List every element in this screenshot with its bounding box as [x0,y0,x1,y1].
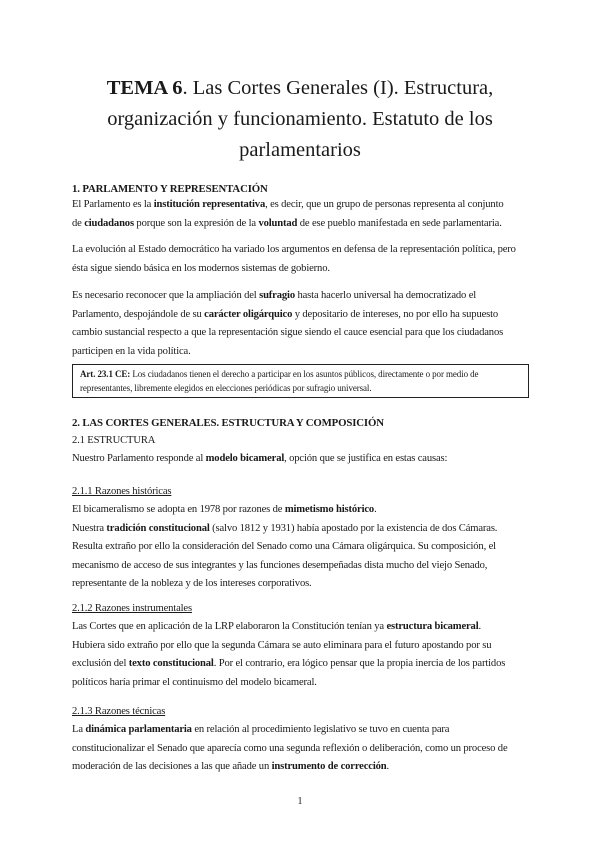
text-line [72,674,542,693]
text-segment: Resulta extraño por ello la consideración del Senado como una Cámara oligárquica. Su composición, el [72,541,496,553]
s2-1-3-body [72,721,542,777]
bold-text: mimetismo histórico [284,504,375,515]
text-segment: de [72,217,85,229]
text-segment: , opción que se justifica en estas causas: [284,453,448,464]
s2-1-2-heading [72,600,542,619]
text-segment: Las Cortes que en aplicación de la LRP elaboraron la Constitución tenían ya [72,621,387,632]
s2-1-3-heading [72,703,542,722]
s1-p1 [72,196,542,233]
text-segment: mecanismo de acceso de sus integrantes y las funciones desempeñadas dista mucho del viejo Senado, [72,559,488,571]
text-line [72,324,542,343]
s2-1-intro [72,450,542,469]
text-segment: La [72,724,86,735]
text-line [72,414,542,433]
text-line [40,104,560,135]
bold-text: TEMA 6 [106,77,183,99]
text-segment: hasta hacerlo universal ha democratizado el [294,290,477,301]
text-segment: porque son la expresión de la [133,217,259,229]
text-segment: 1. PARLAMENTO Y REPRESENTACIÓN [72,183,268,195]
text-line [72,260,542,279]
text-line [72,520,542,539]
text-line [72,740,542,759]
text-segment: (salvo 1812 y 1931) había apostado por la existencia de dos Cámaras. [209,522,498,534]
bold-text: voluntad [258,217,298,229]
text-line [40,73,560,104]
text-line [72,575,542,594]
s1-p2 [72,241,542,278]
text-segment: Nuestro Parlamento responde al [72,453,206,464]
text-line [72,432,542,451]
text-segment: . [374,504,377,515]
text-segment: 2.1 ESTRUCTURA [72,435,156,446]
text-segment: y depositario de intereses, no por ello ha supuesto [292,308,499,320]
text-segment: 2.1.1 Razones históricas [72,486,172,497]
text-segment: constitucionalizar el Senado que aparecía como una segunda reflexión o deliberación, como un proceso de [72,742,508,754]
bold-text: texto constitucional [128,658,214,670]
text-segment: 2. LAS CORTES GENERALES. ESTRUCTURA Y COMPOSICIÓN [72,417,384,429]
text-segment: . [386,761,390,773]
text-line [72,618,542,637]
text-segment: en relación al procedimiento legislativo se tuvo en cuenta para [191,724,450,735]
article-quote-box [72,364,529,398]
text-segment: Es necesario reconocer que la ampliación del [72,290,260,301]
s2-1-heading [72,432,542,451]
document-title [40,73,560,166]
text-line [80,381,522,395]
text-segment: . [478,621,481,632]
text-segment: Los ciudadanos tienen el derecho a participar en los asuntos públicos, directamente o por medio de [130,369,479,379]
text-line [72,215,542,234]
bold-text: sufragio [259,290,295,301]
text-segment: ésta sigue siendo básica en los modernos sistemas de gobierno. [72,262,330,274]
bold-text: dinámica parlamentaria [85,724,192,735]
text-segment: cambio sustancial respecto a que la representación sigue siendo el cauce esencial para que los ciudadanos [72,327,504,339]
text-line [40,135,560,166]
text-line [72,306,542,325]
bold-text: tradición constitucional [106,522,210,534]
text-segment: Nuestra [72,522,107,534]
text-line [72,196,542,215]
text-line [72,637,542,656]
s2-1-1-body [72,501,542,594]
text-line [72,538,542,557]
text-line [72,600,542,619]
text-line [72,758,542,777]
text-segment: Hubiera sido extraño por ello que la segunda Cámara se auto eliminara para el futuro apostando por su [72,639,492,651]
text-segment: Parlamento, despojándole de su [72,308,205,320]
text-segment: El Parlamento es la [72,199,154,210]
s1-p3 [72,287,542,361]
text-segment: El bicameralismo se adopta en 1978 por razones de [72,504,285,515]
bold-text: carácter oligárquico [204,308,293,320]
text-segment: . Las Cortes Generales (I). Estructura, [182,77,494,99]
text-segment: 2.1.3 Razones técnicas [72,706,166,717]
text-segment: representante de la nobleza y de los intereses corporativos. [72,578,312,590]
text-segment: políticos haría primar el continuismo del modelo bicameral. [72,676,317,688]
text-line [72,501,542,520]
text-line [72,483,542,502]
text-segment: parlamentarios [239,139,361,161]
bold-text: Art. 23.1 CE: [80,369,131,379]
text-line [72,241,542,260]
text-segment: de ese pueblo manifestada en sede parlamentaria. [297,217,502,229]
text-segment: 2.1.2 Razones instrumentales [72,603,192,614]
text-line [72,343,542,362]
text-line [72,450,542,469]
bold-text: instrumento de corrección [271,761,387,773]
text-segment: representantes, libremente elegidos en elecciones periódicas por sufragio universal. [80,383,372,393]
text-segment: moderación de las decisiones a las que añade un [72,761,272,773]
bold-text: estructura bicameral [386,621,479,632]
text-line [72,721,542,740]
text-line [72,287,542,306]
text-line [80,367,522,381]
text-line [72,655,542,674]
text-segment: participen en la vida política. [72,345,191,357]
bold-text: modelo bicameral [205,453,285,464]
text-line [72,703,542,722]
s2-heading [72,414,542,433]
text-segment: exclusión del [72,658,129,670]
page-number: 1 [297,796,303,807]
bold-text: institución representativa [153,199,266,210]
text-line [72,557,542,576]
s2-1-1-heading [72,483,542,502]
s2-1-2-body [72,618,542,692]
text-segment: organización y funcionamiento. Estatuto de los [107,108,493,130]
bold-text: ciudadanos [84,217,134,229]
text-segment: La evolución al Estado democrático ha variado los argumentos en defensa de la representación política, pero [72,244,516,255]
text-segment: , es decir, que un grupo de personas representa al conjunto [265,199,504,210]
text-segment: . Por el contrario, era lógico pensar que la propia inercia de los partidos [213,658,506,670]
